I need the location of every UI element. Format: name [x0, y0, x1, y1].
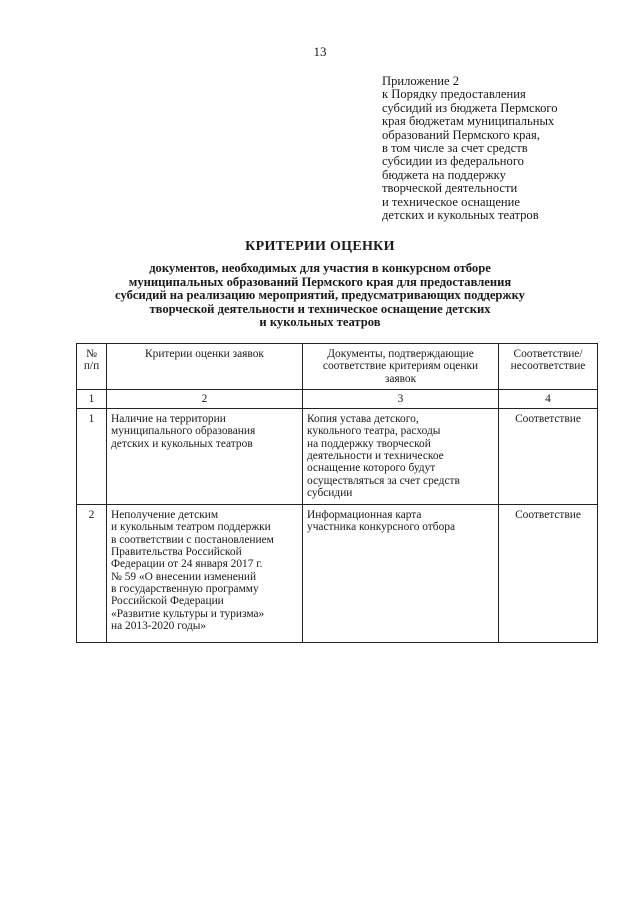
- subtitle-line: муниципальных образований Пермского края для предоставления: [128, 274, 512, 289]
- appendix-line: бюджета на поддержку: [382, 167, 506, 182]
- appendix-line: в том числе за счет средств: [382, 141, 528, 156]
- subtitle-line: и кукольных театров: [259, 315, 381, 330]
- appendix-heading: [382, 75, 622, 222]
- appendix-line: Приложение 2: [382, 74, 460, 88]
- header-criteria: Критерии оценки заявок: [107, 344, 303, 390]
- column-number: 3: [303, 389, 499, 408]
- subtitle-line: творческой деятельности и техническое оснащение детских: [149, 301, 491, 316]
- appendix-line: субсидии из федерального: [382, 154, 524, 169]
- column-number: 4: [499, 389, 598, 408]
- column-number: 1: [77, 389, 107, 408]
- document-subtitle: [0, 262, 640, 330]
- row-status: Соответствие: [499, 505, 598, 643]
- subtitle-line: субсидий на реализацию мероприятий, предусматривающих поддержку: [115, 288, 525, 303]
- appendix-line: творческой деятельности: [382, 181, 518, 196]
- header-documents: Документы, подтверждающие соответствие критериям оценки заявок: [303, 344, 499, 390]
- row-criteria: Наличие на территории муниципального образования детских и кукольных театров: [107, 409, 303, 505]
- table-header-row: [77, 344, 598, 390]
- header-number: № п/п: [77, 344, 107, 390]
- appendix-line: края бюджетам муниципальных: [382, 114, 555, 129]
- row-number: 2: [77, 505, 107, 643]
- row-number: 1: [77, 409, 107, 505]
- column-number-row: [77, 389, 598, 408]
- column-number: 2: [107, 389, 303, 408]
- appendix-line: к Порядку предоставления: [382, 87, 526, 102]
- document-title: КРИТЕРИИ ОЦЕНКИ: [245, 239, 395, 254]
- appendix-line: и техническое оснащение: [382, 194, 520, 209]
- row-documents: Информационная карта участника конкурсного отбора: [303, 505, 499, 643]
- row-documents: Копия устава детского, кукольного театра, расходы на поддержку творческой деятельности и техническое оснащение которого будут осуществляться за счет средств субсидии: [303, 409, 499, 505]
- appendix-line: субсидий из бюджета Пермского: [382, 100, 558, 115]
- row-criteria: Неполучение детским и кукольным театром поддержки в соответствии с постановлением Правительства Российской Федерации от 24 января 2017 г. № 59 «О внесении изменений в государственную программу Российской Федерации «Развитие культуры и туризма» на 2013-2020 годы»: [107, 505, 303, 643]
- appendix-line: образований Пермского края,: [382, 127, 540, 142]
- row-status: Соответствие: [499, 409, 598, 505]
- header-status: Соответствие/ несоответствие: [499, 344, 598, 390]
- page-number: 13: [313, 44, 327, 59]
- subtitle-line: документов, необходимых для участия в конкурсном отборе: [149, 261, 491, 275]
- criteria-table: [76, 343, 598, 643]
- table-row: [77, 505, 598, 643]
- appendix-line: детских и кукольных театров: [382, 208, 539, 223]
- table-row: [77, 409, 598, 505]
